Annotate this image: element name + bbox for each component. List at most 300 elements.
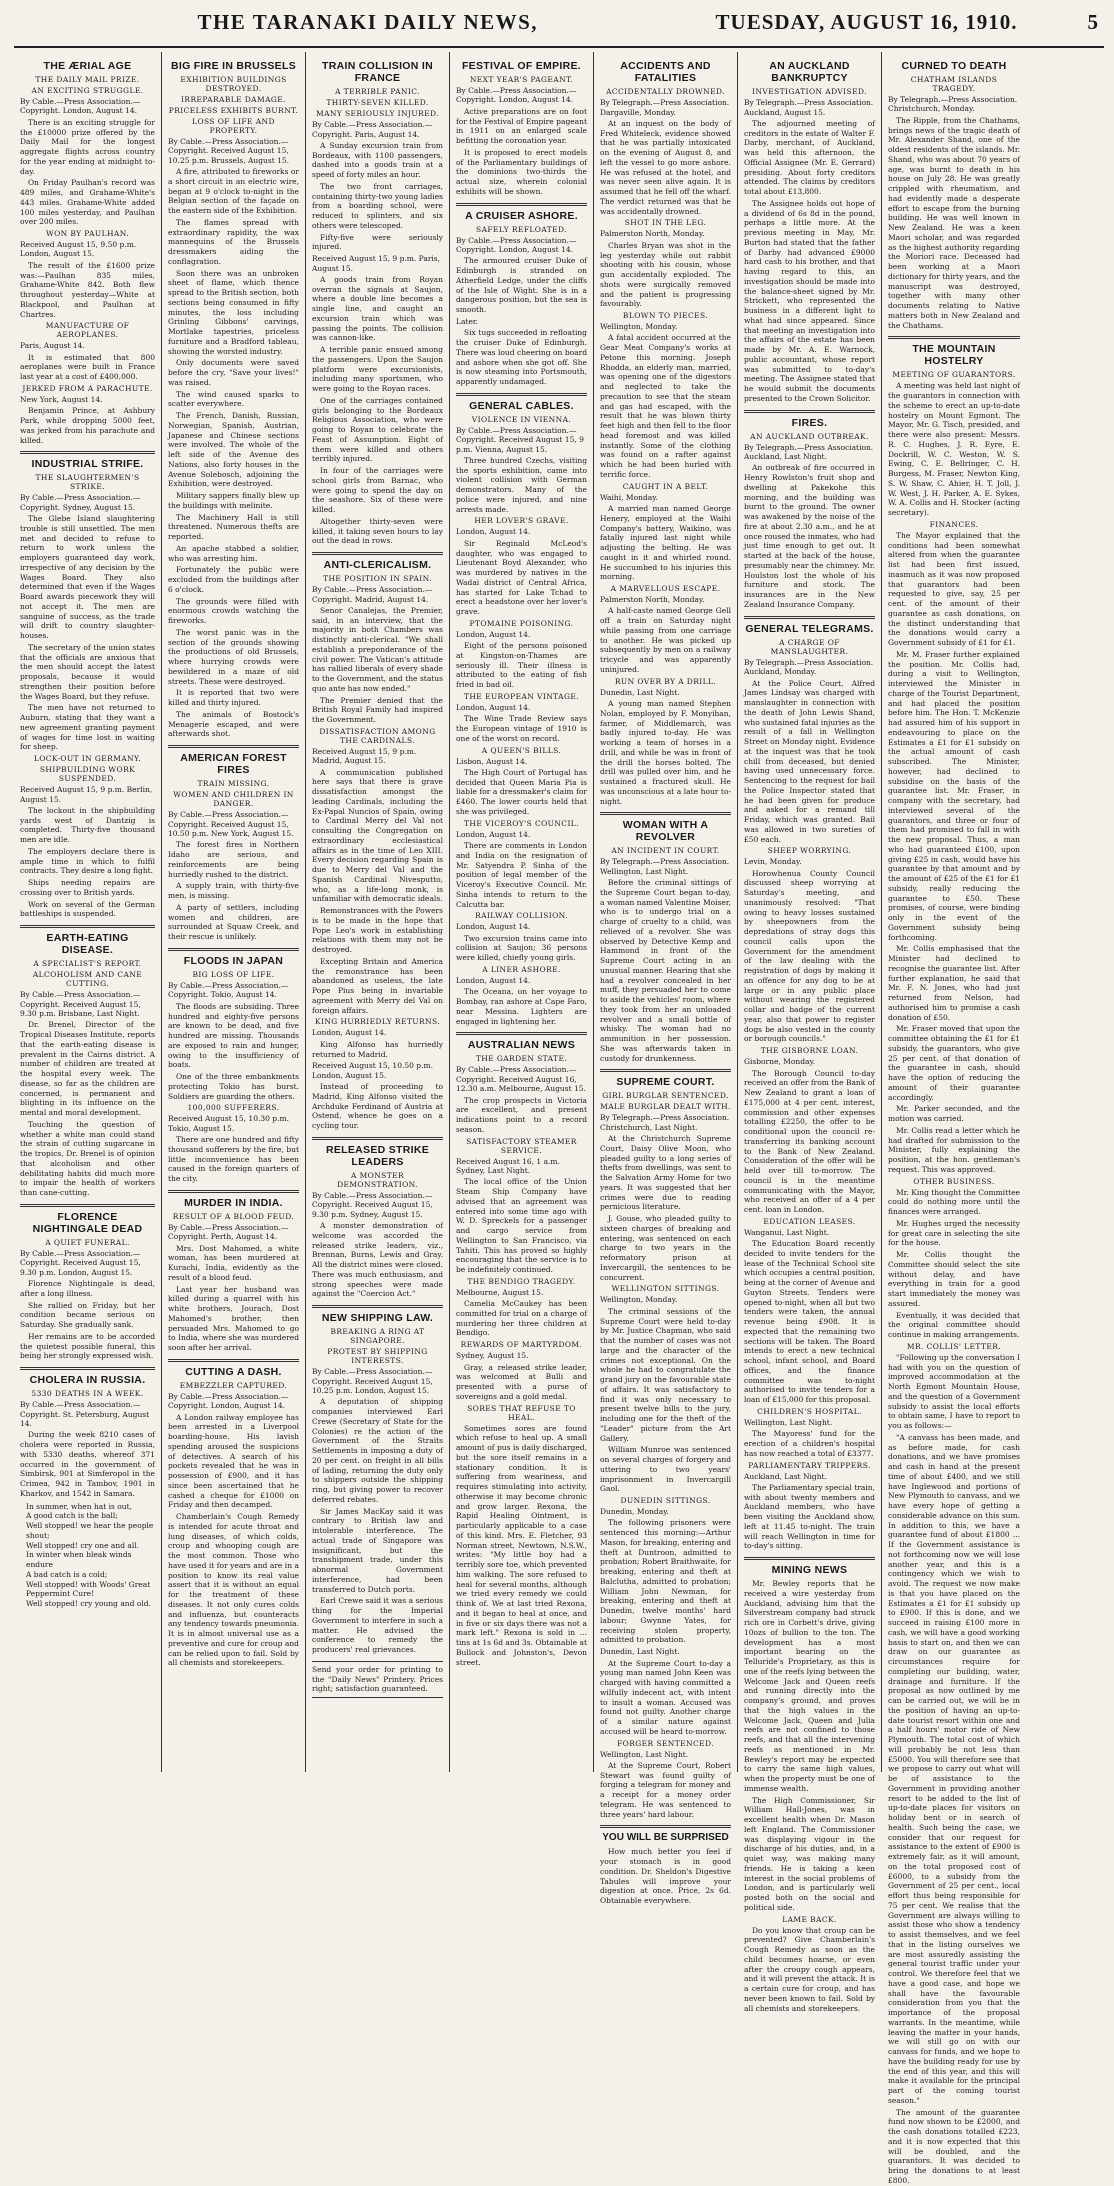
dateline: Palmerston North, Monday.: [600, 229, 705, 239]
dateline: Levin, Monday.: [744, 857, 802, 867]
paragraph: Instead of proceeding to Madrid, King Alfonso visited the Archduke Ferdinand of Austria at Ostend, whence he goes on a cycling tour.: [312, 1082, 443, 1131]
headline: GENERAL CABLES.: [469, 399, 574, 412]
dateline: Wellington, Last Night.: [600, 1749, 689, 1759]
divider: [312, 1137, 443, 1140]
subheading: THE BENDIGO TRAGEDY.: [467, 1276, 576, 1286]
paragraph: Six tugs succeeded in refloating the cruiser Duke of Edinburgh. There was loud cheering on board and ashore when she got off. She is now steaming into Portsmouth, apparently undamaged.: [456, 328, 587, 386]
paragraph: A married man named George Henery, employed at the Waihi Company's battery, Waikino, was fatally injured last night while adjusting the belting. He was caught in it and whirled round. He succumbed to his injuries this morning.: [600, 504, 731, 582]
divider: [168, 745, 299, 748]
subheading: THE GARDEN STATE.: [475, 1054, 568, 1064]
advert-paragraph: Chamberlain's Cough Remedy is intended for acute throat and lung diseases, of which colds, croup and whooping cough are the most common. Those who have used it for years and are in a position to know its real value assert that it is without an equal for the treatment of these diseases. It not only cures colds and influenza, but counteracts any tendency towards pneumonia. It is in almost universal use as a preventive and cure for croup and can be relied upon to fail. Sold by all chemists and storekeepers.: [168, 1512, 299, 1668]
dateline: By Cable.—Press Association.—Copyright. Received August 15, 10.25 p.m. London, August 15.: [312, 1367, 433, 1395]
subheading: BLOWN TO PIECES.: [622, 311, 709, 320]
paragraph: Eventually, it was decided that the original committee should continue in making arrangements.: [888, 1310, 1020, 1340]
paragraph: Mr. Bewley reports that he received a wire yesterday from Auckland, advising him that the Silverstream company had struck rich ore in Corbett's drive, giving 10ozs of bullion to the ton. The development has a most important bearing on the Telluride's Proprietary, as this is one of the reefs lying between the Welcome Jack and Queen reefs and running directly into the company's ground, and proves that the high values in the Welcome Jack, Queen and Julia reefs are not confined to those reefs, and that all the intervening reefs as mentioned in Mr. Bewley's report may be expected to carry the same high values, when the property must be one of immense wealth.: [744, 1579, 875, 1793]
paragraph: Fifty-five were seriously injured.: [312, 232, 443, 252]
divider: [168, 1359, 299, 1362]
dateline: London, August 14.: [456, 527, 531, 537]
advert-verse: In summer, when hat is out, A good catch is the ball; Well stopped! we hear the people shout; Well stopped! cry one and all. In winter when bleak winds endure A bad catch is a cold; Well stopped! with Woods' Great Peppermint Cure! Well stopped! cry young and old.: [26, 1501, 154, 1609]
divider: [456, 393, 587, 396]
subheading: FINANCES.: [929, 519, 979, 529]
divider: [20, 925, 155, 928]
paragraph: There are one hundred and fifty thousand sufferers by the fire, but little inconvenience has been caused in the foreign quarters of the city.: [168, 1135, 299, 1183]
subheading: LAME BACK.: [782, 1914, 837, 1924]
paragraph: The Assignee holds out hope of a dividend of 6s 8d in the pound, perhaps a little more. At the previous meeting in May, Mr. Burton had stated that the father of Darby had advanced £9000 hard cash to his brother, and that having regard to this, an investigation should be made into the balance-sheet signed by Mr. Strickett, who represented the business in a different light to what had since appeared. Since that meeting an investigation into the affairs of the estate has been made by Mr. A. E. Warnock, public accountant, whose report was submitted to to-day's meeting. The Assignee stated that he would submit the documents presented to the Crown Solicitor.: [744, 198, 875, 403]
paragraph: During the week 8210 cases of cholera were reported in Russia, with 5330 deaths, whereof 371 occurred in the government of Simbirsk, 901 at Simferopol in the Crimea, 942 in Tambov, 1901 in Kharkov, and 1542 in Samara.: [20, 1430, 155, 1498]
subheading: RUN OVER BY A DRILL.: [614, 676, 717, 686]
dateline: Paris, August 14.: [20, 341, 85, 351]
dateline: By Cable.—Press Association.—Copyright. Received August 15, 9.30 p.m. Brisbane, Last Night.: [20, 990, 141, 1018]
printery-notice: Send your order for printing to the "Daily News" Printery. Prices right; satisfaction guaranteed.: [312, 1661, 443, 1698]
paragraph: A deputation of shipping companies interviewed Earl Crewe (Secretary of State for the Colonies) re the action of the Government of the Straits Settlements in imposing a duty of 20 per cent. on freight in all bills of lading, returning the duty only to shippers outside the shipping ring, but giving power to recover deferred rebates.: [312, 1397, 443, 1504]
column-5: [594, 52, 738, 1906]
dateline: By Telegraph.—Press Association. Auckland, Last Night.: [744, 442, 874, 462]
headline: A CRUISER ASHORE.: [465, 209, 578, 222]
subheading: RAILWAY COLLISION.: [475, 911, 568, 921]
headline: WOMAN WITH A REVOLVER: [622, 819, 709, 844]
dateline: By Telegraph.—Press Association. Christchurch, Monday.: [888, 95, 1018, 114]
paragraph: There is an exciting struggle for the £10000 prize offered by the Daily Mail for the longest aggregate flights across country for the year ending at midnight to-day.: [20, 117, 155, 176]
subheading: CAUGHT IN A BELT.: [622, 481, 709, 491]
dateline: By Cable.—Press Association.—Copyright. Tokio, August 14.: [168, 981, 289, 1000]
subheading: TRAIN MISSING.: [197, 779, 270, 789]
paragraph: The criminal sessions of the Supreme Court were held to-day by Mr. Justice Chapman, who said that the number of cases was not large and the character of the crimes not exceptional. On the whole he had to congratulate the grand jury on the favourable state of affairs. It was satisfactory to find it was only necessary to present twelve bills to the jury, including one for the theft of the "Leader" picture from the Art Gallery.: [600, 1306, 731, 1443]
paragraph: Earl Crewe said it was a serious thing for the Imperial Government to interfere in such a matter. He advised the conference to remedy the producers' real grievances.: [312, 1596, 443, 1654]
subheading: 100,000 SUFFERERS.: [187, 1103, 280, 1113]
paragraph: It is estimated that 800 aeroplanes were built in France last year at a cost of £400,000.: [20, 352, 155, 382]
paragraph: Sir James MacKay said it was contrary to British law and intolerable interference. The actual trade of Singapore was insignificant, but the transhipment trade, under this abnormal Government interference, had been transferred to Dutch ports.: [312, 1506, 443, 1594]
subheading: SAFELY REFLOATED.: [476, 224, 567, 234]
masthead-title: THE TARANAKI DAILY NEWS,: [197, 10, 539, 34]
subheading: PROTEST BY SHIPPING INTERESTS.: [327, 1347, 428, 1366]
dateline: London, August 14.: [456, 629, 531, 639]
paragraph: A Sunday excursion train from Bordeaux, with 1100 passengers, dashed into a goods train at a speed of forty miles an hour.: [312, 140, 443, 180]
paragraph: The secretary of the union states that the officials are anxious that the men should accept the latest proposals, because it would strengthen their position before the Wages Board, but they refuse.: [20, 642, 155, 701]
paragraph: She rallied on Friday, but her condition became serious on Saturday. She gradually sank.: [20, 1300, 155, 1330]
headline: THE MOUNTAIN HOSTELRY: [912, 343, 996, 368]
subheading: EDUCATION LEASES.: [763, 1216, 856, 1226]
subheading: HER LOVER'S GRAVE.: [474, 516, 569, 526]
subheading: A QUEEN'S BILLS.: [481, 745, 562, 755]
subheading: MEETING OF GUARANTORS.: [892, 370, 1016, 380]
paragraph: It is reported that two were killed and thirty injured.: [168, 688, 299, 708]
paragraph: Mr. King thought the Committee could do nothing more until the finances were arranged.: [888, 1187, 1020, 1217]
subheading: KING HURRIEDLY RETURNS.: [314, 1017, 441, 1027]
dateline: Received August 15, 9 p.m. Paris, August 15.: [312, 254, 441, 273]
dateline: Wellington, Monday.: [600, 322, 678, 331]
paragraph: The Borough Council to-day received an offer from the Bank of New Zealand to grant a loan of £175,000 at 4 per cent. interest, commission and other expenses totalling £2250, the offer to be conditional upon the council re-transferring its banking account to the Bank of New Zealand. Consideration of the offer will be held over till to-morrow. The council is in the meantime communicating with the Mayor, who received an offer of a 4 per cent. loan in London.: [744, 1068, 875, 1214]
subheading: BREAKING A RING AT SINGAPORE.: [330, 1327, 425, 1346]
paragraph: On Friday Paulhan's record was 489 miles, and Grahame-White's 443 miles. Grahame-White added 100 miles yesterday, and Paulhan over 200 miles.: [20, 178, 155, 227]
paragraph: The High Court of Portugal has decided that Queen Maria Pia is liable for a dressmaker's claim for £460. The lower courts held that she was privileged.: [456, 767, 587, 816]
subheading: PARLIAMENTARY TRIPPERS.: [748, 1460, 871, 1470]
paragraph: Benjamin Prince, at Ashbury Park, while dropping 5000 feet, was jerked from his parachute and killed.: [20, 406, 155, 445]
paragraph: The Wine Trade Review says the European vintage of 1910 is one of the worst on record.: [456, 714, 587, 743]
dateline: Melbourne, August 15.: [456, 1287, 544, 1297]
dateline: London, August 14.: [456, 975, 531, 985]
paragraph: The French, Danish, Russian, Norwegian, Spanish, Austrian, Japanese and Chinese sections were involved. The whole of the left side of the Avenue des Nations, also forty houses in the Avenue Solebosch, adjoining the Exhibition, were destroyed.: [168, 411, 299, 489]
headline: GENERAL TELEGRAMS.: [745, 622, 874, 635]
divider: [168, 1190, 299, 1193]
dateline: Received August 15, 9 p.m. Berlin, August 15.: [20, 785, 153, 804]
column-3: [306, 52, 450, 1772]
masthead: [14, 10, 1104, 48]
paragraph: Three hundred Czechs, visiting the sports exhibition, came into violent collision with German demonstrators. Many of the police were injured, and nine arrests made.: [456, 455, 587, 514]
paragraph: Eight of the persons poisoned at Kingston-on-Thames are seriously ill. Their illness is attributed to the eating of fish fried in bad oil.: [456, 641, 587, 690]
paragraph: An outbreak of fire occurred in Henry Rowlston's fruit shop and dwelling at Pakekohe this morning, and the building was burnt to the ground. The owner was awakened by the noise of the fire at about 2.30 a.m., and he at once roused the inmates, who had just time enough to get out. It started at the back of the house, presumably near the chimney. Mr. Houlston lost the whole of his furniture and stock. The insurances are in the New Zealand Insurance Company.: [744, 463, 875, 609]
paragraph: The animals of Bostock's Menagerie escaped, and were afterwards shot.: [168, 709, 299, 739]
headline: INDUSTRIAL STRIFE.: [31, 458, 144, 471]
headline: NEW SHIPPING LAW.: [321, 1312, 434, 1325]
paragraph: The result of the £1600 prize was:—Paulhan 835 miles, Grahame-White 842. Both flew throughout yesterday—White at Blackpool, and Paulhan at Chartres.: [20, 260, 155, 319]
subheading: PTOMAINE POISONING.: [469, 618, 574, 628]
subheading: WOMEN AND CHILDREN IN DANGER.: [173, 790, 294, 809]
advert-paragraph: Sometimes sores are found which refuse to heal up. A small amount of pus is daily discharged, but the sore itself remains in a stationary condition. It is suffering from weariness, and requires stimulating into activity, otherwise it may become chronic and grow larger. Rexona, the Rapid Healing Ointment, is particularly applicable to a case of this kind. Mrs. E. Fletcher, 93 Norman street, Newtown, N.S.W., writes: "My little boy had a terribly sore toe, which prevented him walking. The sore refused to heal for several months, although we tried every remedy we could think of. We at last tried Rexona, and it began to heal at once, and in five or six days there was not a mark left." Rexona is sold in ... tins at 1s 6d and 3s. Obtainable at Bullock and Johnston's, Devon street.: [456, 1423, 587, 1667]
subheading: ACCIDENTALLY DROWNED.: [606, 87, 725, 97]
headline: MURDER IN INDIA.: [184, 1196, 283, 1209]
paragraph: Dr. Brenel, Director of the Tropical Diseases Institute, reports that the earth-eating disease is prevalent in the Cairns district. A number of children are treated at the hospital every week. The disease, so far as the children are concerned, is permanent and blighting in its influence on the mental and moral development.: [20, 1020, 155, 1118]
paragraph: The Machinery Hall is still threatened. Numerous thefts are reported.: [168, 512, 299, 542]
dateline: By Cable.—Press Association.—Copyright. Received August 15, 9.30 p.m. London, August 15.: [20, 1249, 141, 1277]
paragraph: Charles Bryan was shot in the leg yesterday while out rabbit shooting with his cousin, whose gun accidentally exploded. The shots were surgically removed and the patient is progressing favourably.: [600, 240, 731, 309]
subheading: A SPECIALIST'S REPORT.: [33, 959, 142, 969]
paragraph: Touching the question of whether a white man could stand the strain of cutting sugarcane in the tropics, Dr. Brenel is of opinion that alcoholism and other debilitating habits did much more to impair the health of workers than cane-cutting.: [20, 1119, 155, 1198]
paragraph: The Education Board recently decided to invite tenders for the lease of the Technical School site which occupies a central position, being at the corner of Avenue and Guyton Streets. Tenders were opened to-night, when all but two tenders were taken, the annual revenue being £908. It is expected that the remaining two sections will be taken. The Board intends to erect a new technical school, infant school, and Board offices, and the finance committee was to-night authorised to invite tenders for a loan of £15,000 for this proposal.: [744, 1239, 875, 1405]
headline: AUSTRALIAN NEWS: [467, 1039, 576, 1052]
dateline: By Cable.—Press Association.—Copyright. Received August 15, 10.50 p.m. New York, August 15.: [168, 810, 294, 839]
paragraph: Florence Nightingale is dead, after a long illness.: [20, 1279, 155, 1298]
paragraph: Senor Canalejas, the Premier, said, in an interview, that the majority in both Chambers was distinctly anti-clerical. "We shall establish a preponderance of the civil power. The Vatican's attitude has rallied liberals of every shade to the Government, and the status quo ante has now ended.": [312, 605, 443, 693]
paragraph: A meeting was held last night of the guarantors in connection with the scheme to erect an up-to-date hostelry on Mount Egmont. The Mayor, Mr. G. Tisch, presided, and there were also present: Messrs. R. C. Hughes, J. R. Eyre, E. Dockrill, W. C. Weston, W. S. Ewing, C. E. Bellringer, C. H. Burgess, M. Fraser, Newton King, S. W. Shaw, C. Ahier, H. T. Joll, J. W. West, J. H. Parker, A. E. Sykes, W. A. Collis and H. Stocker (acting secretary).: [888, 381, 1020, 518]
paragraph: Mr. Collis emphasised that the Minister had declined to recognise the guarantee list. After further explanation, he said that Mr. F. N. Jones, who had just returned from Nelson, had authorised him to promise a cash donation of £50.: [888, 944, 1020, 1022]
dateline: Lisbon, August 14.: [456, 756, 528, 766]
paragraph: One of the carriages contained girls belonging to the Bordeaux Religious Association, who were going to Royan to celebrate the Feast of Assumption. Eight of them were killed and others terribly injured.: [312, 395, 443, 464]
dateline: Palmerston North, Monday.: [600, 595, 705, 604]
paragraph: Her remains are to be accorded the quietest possible funeral, this being her strongly expressed wish.: [20, 1331, 155, 1361]
paragraph: The floods are subsiding. Three hundred and eighty-five persons are known to be dead, and five hundred are missing. Thousands are exposed to rain and hunger, owing to the insufficiency of boats.: [168, 1001, 299, 1070]
dateline: By Cable.—Press Association.—Copyright. St. Petersburg, August 14.: [20, 1400, 150, 1428]
column-6: [738, 52, 882, 2013]
paragraph: Military sappers finally blew up the buildings with melinite.: [168, 491, 299, 510]
subheading: THIRTY-SEVEN KILLED.: [326, 98, 429, 108]
subheading: SATISFACTORY STEAMER SERVICE.: [466, 1136, 577, 1155]
subheading: THE SLAUGHTERMEN'S STRIKE.: [35, 473, 140, 492]
headline: AN AUCKLAND BANKRUPTCY: [769, 60, 850, 85]
dateline: Wanganui, Last Night.: [744, 1227, 830, 1237]
subheading: DUNEDIN SITTINGS.: [620, 1496, 711, 1506]
paragraph: William Munroe was sentenced on several charges of forgery and uttering to two years' imprisonment in Invercargill Gaol.: [600, 1445, 731, 1494]
paragraph: Altogether thirty-seven were killed, it taking seven hours to lay out the dead in rows.: [312, 516, 443, 546]
dateline: London, August 14.: [456, 702, 531, 712]
dateline: Auckland, Last Night.: [744, 1471, 827, 1481]
dateline: By Cable.—Press Association.—Copyright. London, August 14.: [456, 235, 577, 254]
masthead-date: TUESDAY, AUGUST 16, 1910.: [715, 10, 1018, 34]
headline: ANTI-CLERICALISM.: [323, 559, 432, 572]
divider: [456, 203, 587, 206]
paragraph: A party of settlers, including women and children, are surrounded at Squaw Creek, and their rescue is unlikely.: [168, 902, 299, 942]
paragraph: A supply train, with thirty-five men, is missing.: [168, 881, 299, 901]
paragraph: The Glebe Island slaughtering trouble is still unsettled. The men met and decided to refuse to return to work unless the employers guaranteed day work, irrespective of any decision by the Wages Board. They also determined that even if the Wages Board awards piecework they will not accept it. The men are sanguine of success, as the trade will drift to country slaughter-houses.: [20, 514, 155, 641]
dateline: New York, August 14.: [20, 394, 103, 404]
dateline: Received August 15, 9 p.m. Madrid, August 15.: [312, 746, 417, 766]
subheading: LOCK-OUT IN GERMANY.: [33, 754, 142, 764]
paragraph: The Parliamentary special train, with about twenty members and Auckland members, who have been visiting the Auckland show, left at 11.45 to-night. The train will reach Wellington in time for to-day's sitting.: [744, 1482, 875, 1551]
dateline: By Cable.—Press Association.—Copyright. London, August 14.: [168, 1391, 289, 1411]
paragraph: The wind caused sparks to scatter everywhere.: [168, 389, 299, 409]
headline: FLOODS IN JAPAN: [183, 954, 284, 967]
dateline: By Cable.—Press Association.—Copyright. Sydney, August 15.: [20, 493, 141, 512]
paragraph: Sir Reginald McLeod's daughter, who was engaged to Lieutenant Boyd Alexander, who was murdered by natives in the Wadai district of Central Africa, has started for Lake Tchad to erect a headstone over her lover's grave.: [456, 538, 587, 617]
paragraph: Mr. Fraser moved that upon the committee obtaining the £1 for £1 subsidy, the guarantors, who give 25 per cent. of that donation of the guarantee in cash, should have the option of reducing the amount of their guarantee accordingly.: [888, 1024, 1020, 1102]
subheading: FORGER SENTENCED.: [617, 1738, 714, 1748]
dateline: By Cable.—Press Association.—Copyright. Madrid, August 14.: [312, 585, 433, 604]
paragraph: The men have not returned to Auburn, stating that they want a new agreement granting payment of wages for time lost in waiting for sheep.: [20, 703, 155, 752]
subheading: SHIPBUILDING WORK SUSPENDED.: [39, 765, 136, 784]
paragraph: The Ripple, from the Chathams, brings news of the tragic death of Mr. Alexander Shand, one of the oldest residents of the islands. Mr. Shand, who was about 70 years of age, was burnt to death in his house on July 28. He was greatly crippled with rheumatism, and had evidently made a desperate effort to escape from the burning building. He was well known in New Zealand. He was a keen Maori scholar, and was regarded as the highest authority regarding the Moriori race. Deceased had been working at a Maori dictionary for thirty years, and the manuscript was destroyed, together with many other documents relating to Native matters both in New Zealand and the Chathams.: [888, 115, 1020, 330]
divider: [744, 616, 875, 619]
advert-paragraph: Do you know that croup can be prevented? Give Chamberlain's Cough Remedy as soon as the child becomes hoarse, or even after the croupy cough appears, and it will prevent the attack. It is a certain cure for croup, and has never been known to fail. Sold by all chemists and storekeepers.: [744, 1925, 875, 2013]
paragraph: Camelia McCaukey has been committed for trial on a charge of murdering her three children at Bendigo.: [456, 1299, 587, 1338]
dateline: By Cable.—Press Association.—Copyright. Received August 15, 9 p.m. Vienna, August 15.: [456, 425, 584, 454]
subheading: PRICELESS EXHIBITS BURNT.: [168, 106, 299, 116]
paragraph: The adjourned meeting of creditors in the estate of Walter F. Darby, merchant, of Auckland, was held this afternoon, the Official Assignee (Mr. E. Gerrard) presiding. About forty creditors attended. The claims by creditors total about £13,800.: [744, 118, 875, 197]
dateline: By Cable.—Press Association.—Copyright. London, August 14.: [20, 97, 141, 116]
paragraph: The Mayoress' fund for the erection of a children's hospital has now reached a total of £3377.: [744, 1429, 875, 1458]
headline: FESTIVAL OF EMPIRE.: [461, 60, 582, 72]
divider: [312, 1305, 443, 1308]
dateline: By Telegraph.—Press Association. Christchurch, Last Night.: [600, 1113, 730, 1132]
dateline: By Telegraph.—Press Association. Auckland, Monday.: [744, 657, 874, 677]
subheading: INVESTIGATION ADVISED.: [752, 87, 867, 97]
paragraph: It is proposed to erect models of the Parliamentary buildings of the dominions two-thirds the actual size, wherein colonial exhibits will be shown.: [456, 147, 587, 196]
divider: [312, 552, 443, 555]
dateline: Dunedin, Monday.: [600, 1507, 669, 1517]
paragraph: At the Christchurch Supreme Court, Daisy Olive Moon, who pleaded guilty to a long series of thefts from dwellings, was sent to the Salvation Army Home for two years. It was suggested that her crimes were due to reading pernicious literature.: [600, 1134, 731, 1212]
dateline: Sydney, August 15.: [456, 1351, 529, 1361]
paragraph: The employers declare there is ample time in which to fulfil contracts. They desire a long fight.: [20, 846, 155, 876]
headline: CURNED TO DEATH: [901, 60, 1007, 72]
subheading: A MARVELLOUS ESCAPE.: [610, 584, 721, 593]
paragraph: Excepting Britain and America the remonstrance has been abandoned as useless, the late Pope Pius being in invariable agreement with Merry del Val on foreign affairs.: [312, 956, 443, 1015]
dateline: Received August 16, 1 a.m. Sydney, Last Night.: [456, 1156, 560, 1175]
headline: MINING NEWS: [771, 1564, 848, 1577]
subheading: GIRL BURGLAR SENTENCED.: [602, 1091, 729, 1101]
subheading: SHOT IN THE LEG.: [624, 218, 707, 228]
dateline: Waihi, Monday.: [600, 492, 658, 502]
column-4: [450, 52, 594, 1772]
subheading: THE DAILY MAIL PRIZE.: [35, 75, 140, 85]
paragraph: The amount of the guarantee fund now shown to be £2000, and the cash donations totalled £223, and it is now expected that this will be doubled, and the guarantors. It was decided to bring the donations to at least £800.: [888, 2107, 1020, 2185]
dateline: Later.: [456, 316, 479, 326]
paragraph: Mrs. Dost Mahomed, a white woman, has been murdered at Kurachi, India, evidently as the result of a blood feud.: [168, 1243, 299, 1282]
subheading: MALE BURGLAR DEALT WITH.: [600, 1102, 731, 1112]
subheading: CHILDREN'S HOSPITAL.: [757, 1406, 862, 1416]
paragraph: Work on several of the German battleships is suspended.: [20, 899, 155, 919]
subheading: OTHER BUSINESS.: [913, 1176, 995, 1186]
dateline: Dunedin, Last Night.: [600, 1647, 680, 1657]
paragraph: The flames spread with extraordinary rapidity, the wax mannequins of the Brussels dressmakers aiding the conflagration.: [168, 217, 299, 266]
paragraph: There are comments in London and India on the resignation of Mr. Satyendra P. Sinha of the position of legal member of the Viceroy's Executive Council. Mr. Sinha intends to return to the Calcutta bar.: [456, 841, 587, 909]
subheading: EXHIBITION BUILDINGS DESTROYED.: [180, 75, 287, 94]
subheading: LOSS OF LIFE AND PROPERTY.: [192, 117, 275, 136]
subheading: THE VICEROY'S COUNCIL.: [464, 818, 579, 828]
paragraph: Mr. Collis read a letter which he had drafted for submission to the Minister, fully explaining the position, at the hon. gentleman's request. This was approved.: [888, 1125, 1020, 1174]
headline: EARTH-EATING DISEASE.: [46, 932, 129, 957]
subheading: IRREPARABLE DAMAGE.: [181, 95, 286, 105]
paragraph: The worst panic was in the section of the grounds showing the productions of old Brussels, where hurrying crowds were bewildered in a maze of old streets. These were destroyed.: [168, 627, 299, 686]
subheading: WELLINGTON SITTINGS.: [611, 1284, 720, 1294]
subheading: MANUFACTURE OF AEROPLANES.: [45, 321, 130, 340]
subheading: AN INCIDENT IN COURT.: [611, 846, 720, 856]
paragraph: Soon there was an unbroken sheet of flame, which thence spread to the British section, both sections being consumed in fifty minutes, the loss including Grinling Gibbons' carvings, Mortlake tapestries, priceless furniture and a Bradford tableau, showing the worsted industry.: [168, 268, 299, 356]
paragraph: King Alfonso has hurriedly returned to Madrid.: [312, 1039, 443, 1059]
subheading: THE POSITION IN SPAIN.: [323, 574, 432, 584]
paragraph: A London railway employee has been arrested in a Liverpool boarding-house. His lavish spending aroused the suspicions of detectives. A search of his pockets revealed that he was in possession of £900, and it has since been ascertained that he cashed a cheque for £1000 on Friday and then decamped.: [168, 1412, 299, 1510]
paragraph: A communication published here says that there is grave dissatisfaction amongst the leading Cardinals, including the Ex-Papal Nuncios of Spain, owing to Cardinal Merry del Val not consulting the Congregation on extraordinary ecclesiastical affairs as in the time of Leo XIII. Every decision regarding Spain is due to Merry del Val and the Spanish Cardinal Nivesputto, who, as a life-long monk, is unfamiliar with democratic ideals.: [312, 767, 443, 904]
headline: CUTTING A DASH.: [185, 1365, 282, 1378]
headline: SUPREME COURT.: [616, 1076, 715, 1089]
paragraph: The crop prospects in Victoria are excellent, and present indications point to a record season.: [456, 1095, 587, 1134]
paragraph: At an inquest on the body of Fred Whiteleck, evidence showed that he was partially intoxicated on the evening of August 8, and left the vessel to go more ashore. He was refused at the hotel, and was never seen alive again. It is assumed that he fell off the wharf. The verdict returned was that he was accidentally drowned.: [600, 118, 731, 216]
paragraph: The armoured cruiser Duke of Edinburgh is stranded on Atherfield Ledge, under the cliffs of the Isle of Wight. She is in a dangerous position, but the sea is smooth.: [456, 256, 587, 315]
paragraph: Horowhenua County Council discussed sheep worrying at Saturday's meeting, and unanimously resolved: "That owing to heavy losses sustained by sheepowners from the depredations of stray dogs this council calls upon the Government for the amendment of the law dealing with the registration of dogs by making it an offence for any dog to be at large or in any public place without wearing the registered collar and badge of the current year, also that power to register dogs be also vested in the county or borough councils.": [744, 868, 875, 1044]
advert-paragraph: How much better you feel if your stomach is in good condition. Dr. Sheldon's Digestive Tabules will improve your digestion at once. Price, 2s 6d. Obtainable everywhere.: [600, 1847, 731, 1906]
subheading: A TERRIBLE PANIC.: [335, 87, 420, 97]
subheading: BIG LOSS OF LIFE.: [192, 970, 275, 979]
divider: [888, 336, 1020, 339]
subheading: EMBEZZLER CAPTURED.: [179, 1380, 288, 1390]
dateline: Received August 15, 9.50 p.m. London, August 15.: [20, 240, 137, 259]
paragraph: The grounds were filled with enormous crowds watching the fireworks.: [168, 596, 299, 626]
dateline: By Telegraph.—Press Association. Wellington, Last Night.: [600, 857, 730, 876]
headline: TRAIN COLLISION IN FRANCE: [322, 60, 433, 85]
divider: [600, 1825, 731, 1828]
dateline: Received August 15, 10.50 p.m. London, August 15.: [312, 1061, 433, 1080]
paragraph: The Mayor explained that the conditions had been somewhat altered from when the guarantee list had been first issued, inasmuch as it was now proposed that guarantors had been requested to give, say, 25 per cent. of the amount of their guarantee as cash donations, on the distinct understanding that the donations would carry a Government subsidy of £1 for £1.: [888, 530, 1020, 648]
subheading: VIOLENCE IN VIENNA.: [471, 414, 572, 424]
paragraph: One of the three embankments protecting Tokio has burst. Soldiers are guarding the others.: [168, 1072, 299, 1101]
divider: [456, 1032, 587, 1035]
paragraph: At the Supreme Court to-day a young man named John Keen was charged with having committed a wilfully indecent act, with intent to insult a woman. Accused was found not guilty. Another charge of a similar nature against accused will be heard to-morrow.: [600, 1658, 731, 1736]
paragraph: Gray, a released strike leader, was welcomed at Bulli and presented with a purse of sovereigns and a gold medal.: [456, 1362, 587, 1401]
paragraph: The Premier denied that the British Royal Family had inspired the Government.: [312, 695, 443, 725]
divider: [20, 1367, 155, 1370]
dateline: Received August 15, 10.30 p.m. Tokio, August 15.: [168, 1114, 289, 1133]
divider: [168, 948, 299, 951]
dateline: Wellington, Last Night.: [744, 1417, 833, 1427]
subheading: MANY SERIOUSLY INJURED.: [316, 109, 439, 119]
headline: BIG FIRE IN BRUSSELS: [170, 60, 296, 72]
dateline: London, August 14.: [456, 829, 531, 839]
page-number: 5: [1087, 10, 1098, 34]
column-2: [162, 52, 306, 1772]
paragraph: Mr. Collis thought the Committee should select the site without delay, and have everything in train for a good start immediately the money was assured.: [888, 1250, 1020, 1308]
paragraph: The local office of the Union Steam Ship Company have advised that an agreement was entered into some time ago with W. D. Spreckels for a passenger and cargo service from Wellington to San Francisco, via Tahiti. This has proved so highly encouraging that the service is to be indefinitely continued.: [456, 1177, 587, 1274]
subheading: THE GISBORNE LOAN.: [760, 1046, 859, 1056]
dateline: By Cable.—Press Association.—Copyright. Received August 15, 9.30 p.m. Sydney, August 15.: [312, 1190, 433, 1219]
paragraph: A goods train from Royan overran the signals at Saujon, where a double line becomes a single line, and caught an excursion train which was passing the points. The collision was cannon-like.: [312, 274, 443, 343]
paragraph: The High Commissioner, Sir William Hall-Jones, was in excellent health when Dr. Mason left England. The Commissioner was displaying vigour in the discharge of his duties, and, in a quiet way, was making many friends. He is taking a keen interest in the social problems of London, and is particularly well posted both on the social and political side.: [744, 1795, 875, 1912]
divider: [600, 812, 731, 815]
subheading: NEXT YEAR'S PAGEANT.: [469, 75, 574, 85]
headline: ACCIDENTS AND FATALITIES: [620, 60, 711, 85]
dateline: By Telegraph.—Press Association. Auckland, August 15.: [744, 98, 874, 117]
headline: AMERICAN FOREST FIRES: [180, 752, 287, 777]
paragraph: Fortunately the public were excluded from the buildings after 6 o'clock.: [168, 565, 299, 594]
advert-heading: YOU WILL BE SURPRISED: [602, 1832, 729, 1844]
subheading: A QUIET FUNERAL.: [45, 1238, 130, 1247]
dateline: Wellington, Monday.: [600, 1295, 678, 1305]
paragraph: A fire, attributed to fireworks or a short circuit in an electric wire, began at 9 o'clock to-night in the Belgian section of the façade on the eastern side of the Exhibition.: [168, 167, 299, 216]
dateline: Gisborne, Monday.: [744, 1057, 816, 1067]
subheading: RESULT OF A BLOOD FEUD.: [172, 1211, 295, 1221]
paragraph: A half-caste named George Gell off a train on Saturday night while passing from one carriage to another. He was picked up subsequently by men on a railway tricycle and was apparently uninjured.: [600, 606, 731, 674]
subheading: AN AUCKLAND OUTBREAK.: [750, 431, 869, 441]
paragraph: Mr. M. Fraser further explained the position. Mr. Collis had, during a visit to Wellington, interviewed the Minister in charge of the Tourist Department, and had placed the position before him. The Hon. T. McKenzie had assured him of his support in endeavouring to place on the Estimates a £1 for £1 subsidy on the actual amount of cash subscribed. The Minister, however, had declined to subsidise on the basis of the guarantee list. Mr. Fraser, in company with the secretary, had interviewed several of the guarantors, and three or four of them had promised to fall in with the new proposal. Thus, a man who had guaranteed £100, upon giving £25 in cash, would have his guarantee by that amount and by the amount of £25 of the £1 for £1 subsidy, really reducing the guarantee to £50. These promises, of course, were binding only in the event of the Government subsidy being forthcoming.: [888, 649, 1020, 942]
paragraph: A monster demonstration of welcome was accorded the released strike leaders, viz., Brennan, Burns, Lewis and Gray. All the district mines were closed. There was much enthusiasm, and strong speeches were made against the "Coercion Act.": [312, 1221, 443, 1299]
subheading: SHEEP WORRYING.: [767, 846, 852, 856]
paragraph: Mr. Parker seconded, and the motion was carried.: [888, 1104, 1020, 1124]
paragraph: Active preparations are on foot for the Festival of Empire pageant in 1911 on an enlarged scale befitting the coronation year.: [456, 106, 587, 146]
subheading: DISSATISFACTION AMONG THE CARDINALS.: [319, 726, 436, 745]
paragraph: Remonstrances with the Powers is to be made in the hope that Pope Leo's work in establishing relations with them may not be destroyed.: [312, 906, 443, 955]
paragraph: The forest fires in Northern Idaho are serious, and reinforcements are being hurriedly rushed to the district.: [168, 840, 299, 879]
subheading: WON BY PAULHAN.: [45, 229, 130, 239]
paragraph: The lockout in the shipbuilding yards west of Dantzig is completed. Thirty-five thousand men are idle.: [20, 805, 155, 845]
subheading: JERKED FROM A PARACHUTE.: [22, 383, 153, 393]
subheading: REWARDS OF MARTYRDOM.: [460, 1340, 583, 1350]
headline: FIRES.: [791, 416, 828, 429]
column-1: [14, 52, 162, 1772]
subheading: MR. COLLIS' LETTER.: [906, 1341, 1002, 1351]
columns: [14, 52, 1104, 2185]
dateline: By Telegraph.—Press Association. Dargaville, Monday.: [600, 98, 730, 117]
paragraph: The Oceana, on her voyage to Bombay, ran ashore at Cape Faro, near Messina. Lighters are engaged in lightening her.: [456, 987, 587, 1026]
paragraph: In four of the carriages were school girls from Barnac, who were going to spend the day on the seashore. Six of these were killed.: [312, 466, 443, 515]
subheading: ALCOHOLISM AND CANE CUTTING.: [32, 970, 143, 989]
paragraph: The two front carriages, containing thirty-two young ladies from a boarding school, were reduced to splinters, and six others were telescoped.: [312, 181, 443, 230]
dateline: By Cable.—Press Association.—Copyright. London, August 14.: [456, 86, 577, 105]
divider: [744, 410, 875, 413]
dateline: London, August 14.: [456, 922, 531, 932]
dateline: By Cable.—Press Association.—Copyright. Paris, August 14.: [312, 120, 433, 139]
subheading: A CHARGE OF MANSLAUGHTER.: [770, 637, 849, 656]
subheading: A MONSTER DEMONSTRATION.: [337, 1170, 418, 1189]
subheading: THE EUROPEAN VINTAGE.: [463, 691, 580, 701]
divider: [600, 1069, 731, 1072]
paragraph: J. Gouse, who pleaded guilty to sixteen charges of breaking and entering, was sentenced on each charge to two years in the reformatory prison at Invercargill, the sentences to be concurrent.: [600, 1214, 731, 1282]
paragraph: Last year her husband was killed during a quarrel with his white brothers, Jourach, Dost Mahomed's brother, then persuaded Mrs. Mahomed to go to India, where she was murdered soon after her arrival.: [168, 1284, 299, 1353]
headline: CHOLERA IN RUSSIA.: [29, 1374, 146, 1387]
dateline: By Cable.—Press Association.—Copyright. Received August 16, 12.30 a.m. Melbourne, August 15.: [456, 1065, 586, 1094]
paragraph: At the Police Court, Alfred James Lindsay was charged with manslaughter in connection with the death of John Lewis Shand, who sustained fatal injuries as the result of a fall in Wellington Street on Monday night. Evidence at the inquest was that he took chill from deceased, but denied having used unnecessary force. Sentencing to the request for bail the Police Inspector stated that he had been given for produce and asked for a remand till Friday, which was granted. Bail was allowed in two sureties of £50 each.: [744, 678, 875, 844]
headline: FLORENCE NIGHTINGALE DEAD: [32, 1210, 143, 1235]
paragraph: "Following up the conversation I had with you on the question of improved accommodation at the North Egmont Mountain House, and the question of a Government subsidy to assist the local efforts to obtain same, I have to report to you as follows:—: [888, 1352, 1020, 1431]
column-7: [882, 52, 1026, 2185]
paragraph: Ships needing repairs are crossing over to British yards.: [20, 878, 155, 897]
subheading: 5330 DEATHS IN A WEEK.: [31, 1389, 144, 1399]
headline: THE ÆRIAL AGE: [43, 60, 132, 72]
paragraph: Two excursion trains came into collision at Saujon; 36 persons were killed, chiefly young girls.: [456, 933, 587, 963]
paragraph: A young man named Stephen Nolan, employed by F. Monyihan, farmer, of Middlemarch, was badly injured to-day. He was working a team of horses in a drill, and while he was in front of the drill the horses bolted. The drill was pulled over him, and he sustained a fractured skull. He was unconscious at a late hour to-night.: [600, 699, 731, 806]
divider: [20, 451, 155, 454]
subheading: SORES THAT REFUSE TO HEAL.: [467, 1403, 576, 1422]
subheading: CHATHAM ISLANDS TRAGEDY.: [910, 75, 998, 94]
headline: RELEASED STRIKE LEADERS: [325, 1143, 430, 1168]
paragraph: "A canvass has been made, and as before made, for cash donations, and we have promises and cash in hand at the present time of about £400, and we still have Inglewood and portions of New Plymouth to canvass, and we have every hope of getting a considerable advance on this sum. In addition to this, we have a guarantee fund of about £1800 ... If the Government assistance is not forthcoming now we will lose another year, and this is a contingency which we wish to avoid. The request we now make is that you have placed on the Estimates a £1 for £1 subsidy up to £900. If this is done, and we succeed in raising £100 more in cash, we will have a good working basis to start on, and then we can draw on our guarantee as circumstances require for completing our building, water, drainage and furniture. If the proposal as now outlined by me can be carried out, we will be in the position of having an up-to-date tourist resort within one and a half hours' motor ride of New Plymouth. The total cost of which will probably be not less than £5000. You will therefore see that we propose to carry out what will be of assistance to the Government in providing another resort to be added to the list of up-to-date places for visitors on holiday bent or in search of health. Such being the case, we consider that our request for assistance to the extent of £900 is extremely fair, as it will amount, on the total proposed cost of £6000, to a subsidy from the Government of 25 per cent., local effort thus being responsible for 75 per cent. We realise that the Government are always willing to assist those who show a tendency to assist themselves, and we feel that in the listing ourselves we are most assuredly assisting the general tourist traffic under your control. We therefore feel that we have a good case, and hope we shall have the favourable consideration from you that the importance of the proposal warrants. In the meantime, while leaving the matter in your hands, we will still go on with our canvass for funds, and we hope to have the building ready for use by the end of this year, and this will make it available for the principal part of the coming tourist season.": [888, 1432, 1020, 2105]
divider: [20, 1204, 155, 1207]
paragraph: Mr. Hughes urged the necessity for great care in selecting the site for the house.: [888, 1218, 1020, 1248]
